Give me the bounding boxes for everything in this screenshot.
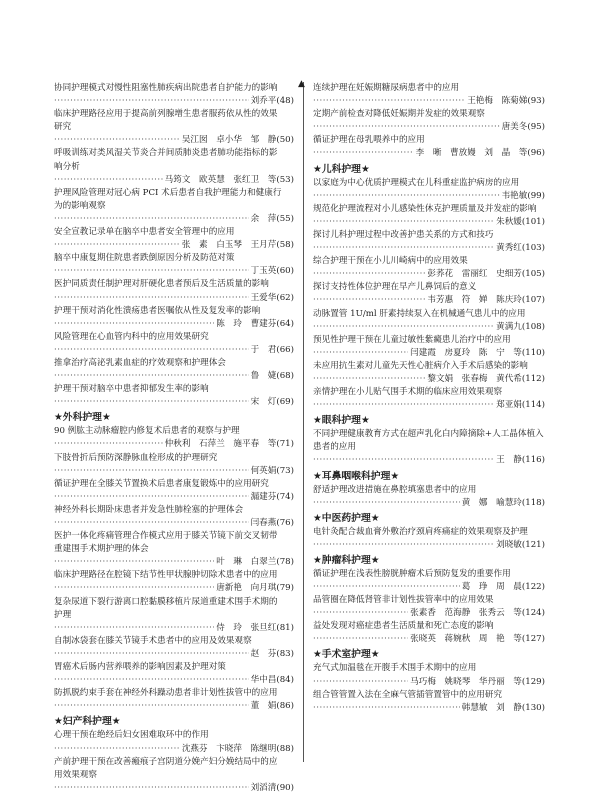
dot-leader (54, 134, 180, 147)
dot-leader (313, 347, 408, 360)
entry-title-line: 心理干预在绝经后妇女困难取环中的作用 (54, 730, 209, 741)
entry-author-line (54, 213, 294, 226)
section-heading: ★中医药护理★ (313, 512, 380, 524)
toc-entry[interactable] (54, 504, 294, 530)
dot-leader (54, 239, 180, 252)
section-heading: ★妇产科护理★ (54, 716, 121, 728)
column-marker-triangle-icon: ▲ (298, 79, 305, 89)
entry-authors-page: 沈燕芬 卞晓萍 陈继明(88) (181, 743, 294, 754)
toc-entry[interactable] (54, 278, 294, 304)
entry-authors-page: 黎文娟 张春梅 黄代希(112) (427, 373, 545, 384)
entry-title-line: 临床护理路径应用于提高前列腺增生患者服药依从性的效果 (54, 109, 278, 120)
entry-author-line (54, 491, 294, 504)
entry-title-line: 推拿治疗高泌乳素血症的疗效观察和护理体会 (54, 357, 226, 368)
entry-title-line: 协同护理模式对慢性阻塞性肺疾病出院患者自护能力的影响 (54, 83, 278, 93)
dot-leader (313, 633, 408, 646)
dot-leader (313, 454, 494, 467)
dot-leader (54, 438, 163, 451)
toc-entry[interactable] (313, 594, 545, 620)
entry-title-line: 脑卒中康复期住院患者跌倒原因分析及防范对策 (54, 253, 235, 264)
section-heading: ★外科护理★ (54, 412, 111, 424)
entry-title-line: 护理 (54, 609, 72, 620)
dot-leader (313, 497, 460, 510)
toc-entry[interactable] (54, 357, 294, 383)
entry-author-line (54, 438, 294, 451)
entry-author-line (313, 676, 545, 689)
entry-author-line (54, 556, 294, 569)
entry-authors-page: 王 静(116) (496, 455, 545, 466)
toc-entry[interactable] (54, 687, 294, 713)
entry-authors-page: 张 素 白玉琴 王月芹(58) (181, 240, 294, 251)
entry-title-line: 医护一体化疼痛管理合作模式应用于膝关节镜下前交叉韧带 (54, 531, 278, 542)
entry-title-line: 为的影响观察 (54, 200, 106, 211)
toc-left-column (54, 82, 294, 795)
dot-leader (54, 174, 163, 187)
entry-title-line: 探讨支持性体位护理在早产儿鼻饲后的意义 (313, 282, 477, 293)
entry-authors-page: 黄秀红(103) (496, 243, 545, 254)
entry-author-line (54, 239, 294, 252)
section-heading: ★眼科护理★ (313, 415, 370, 427)
dot-leader (313, 373, 425, 386)
toc-entry[interactable] (313, 484, 545, 510)
entry-title-line: 综合护理干预在小儿川崎病中的应用效果 (313, 256, 468, 267)
dot-leader (313, 147, 414, 160)
entry-author-line (54, 396, 294, 409)
entry-authors-page: 郑亚娟(114) (496, 400, 545, 411)
entry-author-line (313, 607, 545, 620)
entry-author-line (313, 190, 545, 203)
entry-authors-page: 漏建芬(74) (250, 491, 294, 502)
entry-title-line: 90 例肱主动脉瘤腔内修复术后患者的观察与护理 (54, 426, 240, 437)
column-divider (303, 82, 304, 762)
dot-leader (313, 702, 460, 715)
toc-entry[interactable] (313, 689, 545, 715)
entry-title-line: 以家庭为中心优质护理模式在儿科重症监护病房的应用 (313, 177, 520, 188)
dot-leader (313, 676, 408, 689)
entry-author-line (54, 134, 294, 147)
entry-title-line: 患者的应用 (313, 442, 356, 453)
entry-authors-page: 王爱华(62) (250, 292, 294, 303)
toc-entry[interactable] (313, 428, 545, 467)
entry-title-line: 响分析 (54, 161, 80, 172)
dot-leader (54, 318, 214, 331)
entry-authors-page: 唐新艳 向月琪(79) (216, 583, 294, 594)
entry-title-line: 循证护理在全膝关节置换术后患者康复锻炼中的应用研究 (54, 478, 269, 489)
entry-author-line (313, 581, 545, 594)
section-heading: ★手术室护理★ (313, 649, 380, 661)
dot-leader (54, 517, 249, 530)
toc-entry[interactable] (54, 226, 294, 252)
toc-entry[interactable] (54, 452, 294, 478)
dot-leader (54, 674, 249, 687)
entry-authors-page: 刘滔清(90) (250, 782, 294, 793)
entry-title-line: 神经外科长期卧床患者并发急性肺栓塞的护理体会 (54, 504, 244, 515)
entry-author-line (54, 700, 294, 713)
dot-leader (54, 648, 249, 661)
entry-authors-page: 彭荞花 雷丽红 史细芳(105) (427, 269, 545, 280)
dot-leader (54, 491, 249, 504)
dot-leader (54, 95, 249, 108)
entry-authors-page: 韦芳惠 符 婵 陈庆玲(107) (427, 295, 545, 306)
toc-entry[interactable] (54, 635, 294, 661)
entry-title-line: 探讨儿科护理过程中改善护患关系的方式和技巧 (313, 229, 494, 240)
toc-entry[interactable] (313, 568, 545, 594)
entry-authors-page: 马巧梅 姚晓琴 华丹丽 等(129) (410, 676, 545, 687)
entry-title-line: 用效果观察 (54, 769, 97, 780)
entry-title-line: 下肢骨折后预防深静脉血栓形成的护理研究 (54, 452, 218, 463)
dot-leader (54, 344, 249, 357)
entry-title-line: 医护同质责任制护理对肝硬化患者预后及生活质量的影响 (54, 279, 269, 290)
entry-authors-page: 董 娟(86) (250, 701, 294, 712)
entry-author-line (54, 782, 294, 795)
entry-title-line: 风险管理在心血管内科中的应用效果研究 (54, 331, 209, 342)
entry-authors-page: 葛 琤 周 晨(122) (461, 582, 545, 592)
entry-authors-page: 余 萍(55) (250, 213, 294, 224)
dot-leader (313, 268, 425, 281)
entry-title-line: 护理干预对消化性溃疡患者医嘱依从性及复发率的影响 (54, 305, 261, 316)
entry-authors-page: 黄满九(108) (496, 321, 545, 332)
entry-authors-page: 张素香 范海静 张秀云 等(124) (410, 608, 545, 619)
entry-title-line: 研究 (54, 122, 72, 133)
entry-title-line: 循证护理在浅表性膀胱肿瘤术后预防复发的重要作用 (313, 568, 511, 579)
entry-author-line (313, 147, 545, 160)
entry-title-line: 亲情护理在小儿贴气围手术期的临床应用效果观察 (313, 387, 503, 398)
section-heading: ★儿科护理★ (313, 163, 370, 175)
entry-authors-page: 唐美冬(95) (501, 122, 545, 133)
dot-leader (313, 607, 408, 620)
toc-entry[interactable] (54, 187, 294, 226)
entry-title-line: 电针灸配合裁血膏外敷治疗颈肩疼痛症的效果观察及护理 (313, 526, 528, 537)
toc-entry[interactable] (54, 252, 294, 278)
entry-authors-page: 马筠文 欧英慧 张红卫 等(53) (164, 174, 294, 185)
dot-leader (313, 242, 494, 255)
entry-title-line: 组合管管置入法在全麻气管插管置管中的应用研究 (313, 689, 503, 700)
toc-entry[interactable] (313, 620, 545, 646)
entry-title-line: 循证护理在母乳喂养中的应用 (313, 135, 425, 146)
section-heading: ★肿瘤科护理★ (313, 554, 380, 566)
entry-authors-page: 丁玉英(60) (250, 266, 294, 277)
toc-entry[interactable] (54, 147, 294, 186)
entry-authors-page: 侍 玲 张旦红(81) (216, 622, 294, 633)
entry-title-line: 动脉置管 1U/ml 肝素持续泵入在机械通气患儿中的应用 (313, 308, 526, 319)
entry-authors-page: 闫建霞 房夏玲 陈 宁 等(110) (410, 347, 545, 358)
entry-authors-page: 李 晰 曹放嫚 刘 晶 等(96) (415, 148, 545, 159)
entry-title-line: 重建围手术期护理的体会 (54, 544, 149, 555)
dot-leader (54, 213, 249, 226)
entry-author-line (54, 265, 294, 278)
dot-leader (54, 743, 180, 756)
dot-leader (54, 370, 249, 383)
entry-author-line (54, 292, 294, 305)
toc-entry[interactable] (313, 177, 545, 203)
entry-author-line (313, 121, 545, 134)
entry-author-line (54, 318, 294, 331)
entry-author-line (313, 216, 545, 229)
dot-leader (313, 190, 500, 203)
entry-author-line (54, 648, 294, 661)
entry-title-line: 定期产前检查对降低妊娠期并发症的效果观察 (313, 109, 485, 120)
entry-title-line: 预见性护理干预在儿童过敏性紫癜患儿治疗中的应用 (313, 334, 511, 345)
entry-author-line (313, 702, 545, 715)
entry-author-line (313, 373, 545, 386)
entry-author-line (313, 497, 545, 510)
toc-entry[interactable] (313, 360, 545, 386)
entry-author-line (313, 399, 545, 412)
entry-title-line: 呼吸训练对类风湿关节炎合并间质肺炎患者肺功能指标的影 (54, 148, 278, 159)
toc-entry[interactable] (54, 596, 294, 635)
dot-leader (54, 582, 214, 595)
dot-leader (54, 465, 249, 478)
dot-leader (54, 396, 249, 409)
entry-author-line (313, 347, 545, 360)
entry-author-line (54, 344, 294, 357)
entry-author-line (313, 268, 545, 281)
entry-author-line (54, 95, 294, 108)
entry-title-line: 自制冰袋套在膝关节镜手术患者中的应用及效果观察 (54, 635, 252, 646)
dot-leader (313, 95, 465, 108)
entry-authors-page: 闫春燕(76) (250, 518, 294, 528)
entry-authors-page: 韩慧敏 刘 静(130) (461, 702, 545, 713)
entry-title-line: 防抓脱约束手套在神经外科躁动患者非计划性拔管中的应用 (54, 688, 278, 699)
toc-entry[interactable] (313, 203, 545, 229)
toc-entry[interactable] (313, 386, 545, 412)
entry-authors-page: 刘乔平(48) (250, 96, 294, 107)
toc-entry[interactable] (54, 661, 294, 687)
toc-entry[interactable] (313, 334, 545, 360)
dot-leader (54, 700, 249, 713)
toc-entry[interactable] (54, 305, 294, 331)
toc-entry[interactable] (54, 82, 294, 108)
entry-author-line (313, 539, 545, 552)
toc-entry[interactable] (54, 425, 294, 451)
toc-entry[interactable] (313, 526, 545, 552)
toc-entry[interactable] (54, 756, 294, 795)
entry-author-line (54, 517, 294, 530)
entry-author-line (54, 622, 294, 635)
toc-right-column (313, 82, 545, 715)
dot-leader (313, 399, 494, 412)
entry-author-line (54, 674, 294, 687)
entry-author-line (313, 294, 545, 307)
entry-author-line (54, 465, 294, 478)
entry-title-line: 复杂尿道下裂行游离口腔黏膜移植片尿道重建术围手术期的 (54, 596, 278, 607)
toc-entry[interactable] (54, 331, 294, 357)
dot-leader (54, 556, 214, 569)
dot-leader (313, 321, 494, 334)
entry-title-line: 护理干预对脑卒中患者抑郁发生率的影响 (54, 384, 209, 395)
toc-entry[interactable] (54, 383, 294, 409)
entry-authors-page: 何英娟(73) (250, 465, 294, 476)
dot-leader (313, 294, 425, 307)
entry-author-line (54, 582, 294, 595)
entry-authors-page: 宋 灯(69) (250, 397, 294, 408)
toc-entry[interactable] (54, 530, 294, 569)
entry-authors-page: 华中昌(84) (250, 675, 294, 686)
entry-authors-page: 鲁 婕(68) (250, 371, 294, 382)
entry-authors-page: 黄 娜 喻慧玲(118) (461, 497, 545, 508)
toc-entry[interactable] (313, 229, 545, 255)
toc-entry[interactable] (313, 281, 545, 307)
entry-title-line: 护理风险管理对冠心病 PCI 术后患者自我护理能力和健康行 (54, 187, 282, 198)
toc-entry[interactable] (313, 255, 545, 281)
entry-title-line: 充气式加温毯在开腹手术围手术期中的应用 (313, 663, 477, 674)
entry-authors-page: 张晓英 蒋婉秋 周 艳 等(127) (410, 634, 545, 645)
entry-authors-page: 叶 琳 白翠兰(78) (216, 557, 294, 568)
dot-leader (54, 265, 249, 278)
entry-authors-page: 于 君(66) (250, 344, 294, 355)
entry-title-line: 产前护理干预在改善瘢痕子宫阴道分娩产妇分娩结局中的应 (54, 756, 278, 767)
entry-authors-page: 陈 玲 曹建芬(64) (216, 318, 294, 329)
dot-leader (54, 292, 249, 305)
entry-title-line: 连续护理在妊娠期糖尿病患者中的应用 (313, 83, 460, 93)
dot-leader (313, 121, 500, 134)
entry-title-line: 安全宣教记录单在脑卒中患者安全管理中的应用 (54, 227, 235, 238)
dot-leader (54, 622, 214, 635)
entry-authors-page: 刘晓敏(121) (496, 539, 545, 550)
toc-entry[interactable] (313, 308, 545, 334)
dot-leader (313, 581, 460, 594)
entry-author-line (54, 743, 294, 756)
entry-author-line (313, 321, 545, 334)
entry-author-line (313, 242, 545, 255)
toc-entry[interactable] (313, 134, 545, 160)
toc-entry[interactable] (313, 662, 545, 688)
entry-title-line: 益处发现对癌症患者生活质量和死亡态度的影响 (313, 621, 494, 632)
entry-title-line: 胃癌术后肠内营养喂养的影响因素及护理对策 (54, 662, 226, 673)
section-heading: ★耳鼻咽喉科护理★ (313, 470, 400, 482)
toc-entry[interactable] (54, 729, 294, 755)
entry-authors-page: 赵 芬(83) (250, 648, 294, 659)
entry-title-line: 未应用抗生素对儿童先天性心脏病介入手术后感染的影响 (313, 360, 528, 371)
entry-author-line (313, 633, 545, 646)
toc-entry[interactable] (313, 82, 545, 108)
entry-title-line: 舒适护理改进措施在鼻腔填塞患者中的应用 (313, 484, 477, 495)
toc-entry[interactable] (54, 569, 294, 595)
dot-leader (54, 782, 249, 795)
dot-leader (313, 216, 494, 229)
entry-authors-page: 吴江囡 卓小华 邹 静(50) (181, 135, 294, 146)
entry-title-line: 品管圈在降低肾管非计划性拔管率中的应用效果 (313, 595, 494, 606)
entry-authors-page: 仲秋利 石萍兰 施平春 等(71) (164, 439, 294, 450)
toc-entry[interactable] (313, 108, 545, 134)
entry-authors-page: 韦艳敏(99) (501, 190, 545, 201)
toc-entry[interactable] (54, 108, 294, 147)
entry-authors-page: 王艳梅 陈菊娣(93) (467, 96, 545, 107)
toc-entry[interactable] (54, 478, 294, 504)
entry-author-line (54, 174, 294, 187)
entry-title-line: 临床护理路径在腔镜下结节性甲状腺肿切除术患者中的应用 (54, 570, 278, 581)
entry-authors-page: 朱秋媛(101) (496, 216, 545, 227)
entry-title-line: 规范化护理流程对小儿感染性休克护理质量及并发症的影响 (313, 203, 537, 214)
entry-author-line (54, 370, 294, 383)
entry-author-line (313, 95, 545, 108)
entry-author-line (313, 454, 545, 467)
entry-title-line: 不同护理健康教育方式在超声乳化白内障摘除+人工晶体植入 (313, 429, 544, 440)
dot-leader (313, 539, 494, 552)
